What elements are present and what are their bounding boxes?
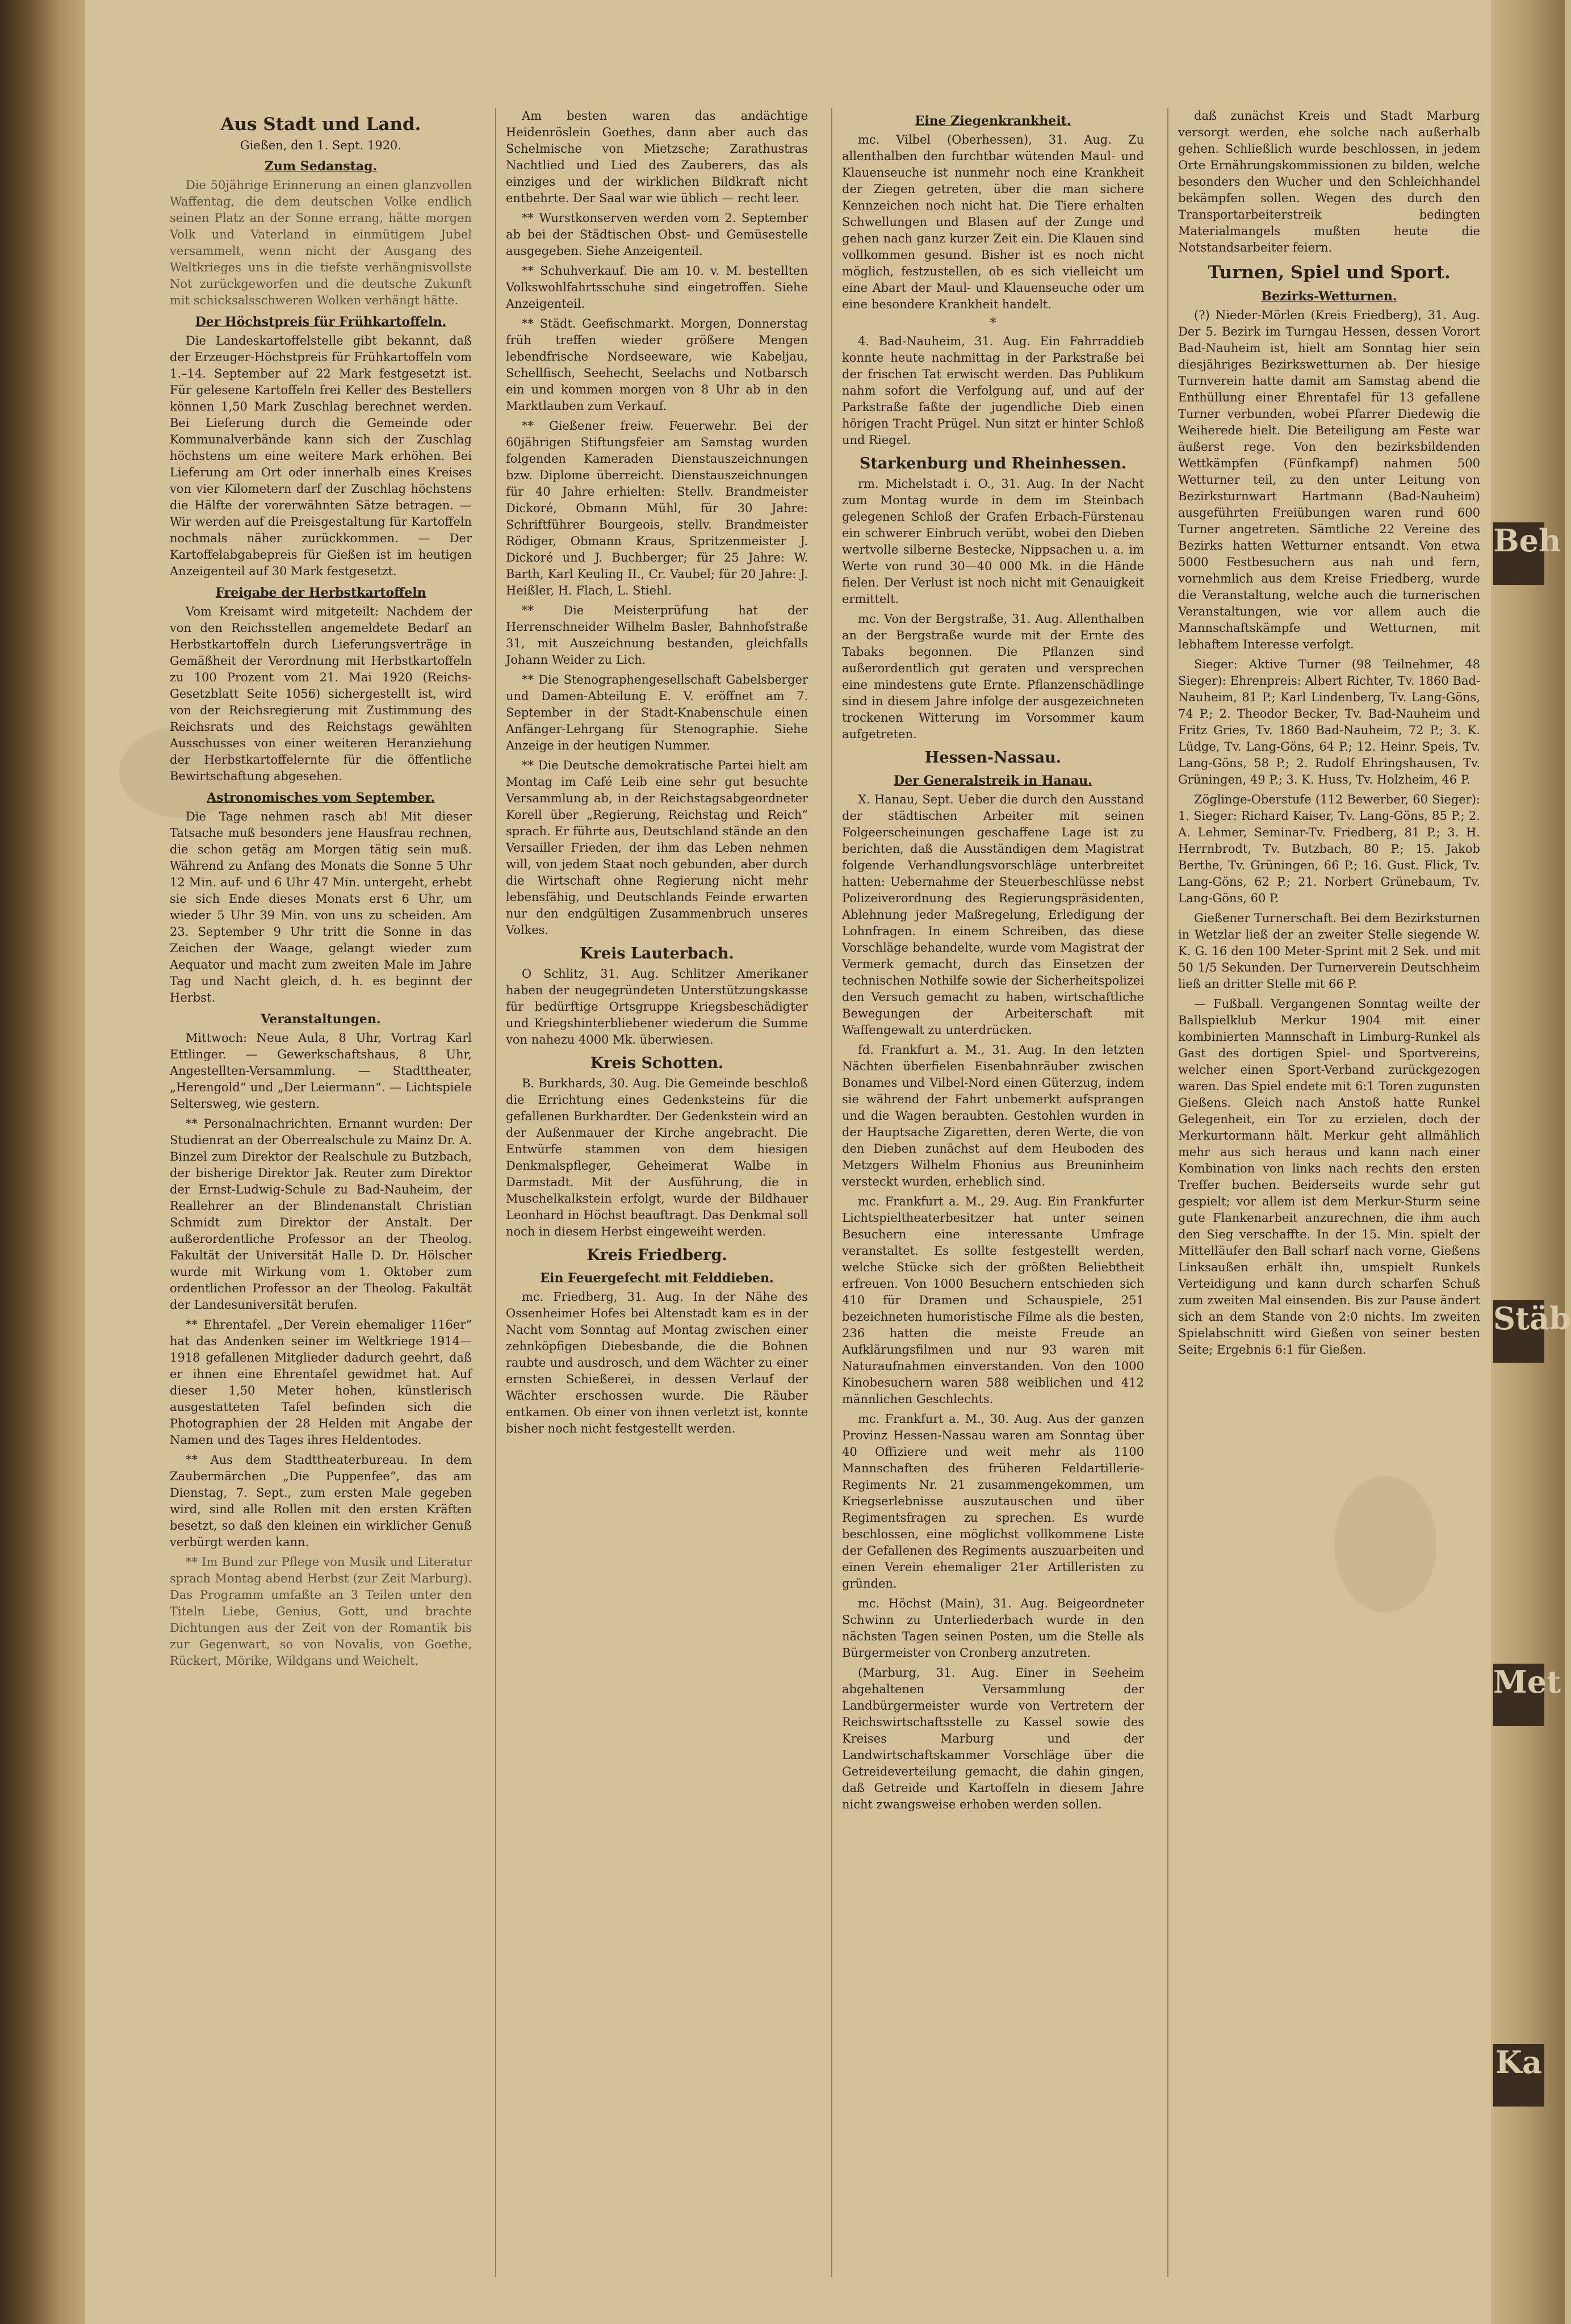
article-text: Am besten waren das andächtige Heidenröslein Goethes, dann aber auch das Schelmische von Mietzsche; Zarathustras Nachtlied und Lied des Zauberers, das als einziges und der wirklichen Bildkraft nicht entbehrte. Der Saal war wie üblich — recht leer. [506, 109, 808, 205]
article-text: ** Städt. Geefischmarkt. Morgen, Donnerstag früh treffen wieder größere Mengen lebendfrische Nordseeware, wie Kabeljau, Schellfisch, Seehecht, Seelachs und Notbarsch ein und kommen morgen von 8 Uhr ab in den Marktlauben zum Verkauf. [506, 317, 808, 413]
column-rule [1167, 108, 1168, 2277]
column-3 [834, 108, 1152, 2288]
article-text: Die 50jährige Erinnerung an einen glanzvollen Waffentag, die dem deutschen Volke endlich seinen Platz an der Sonne errang, hätte morgen Volk und Vaterland in einmütigem Jubel versammelt, wenn nicht der Ausgang des Weltkrieges uns in die tiefste verhängnisvollste Not zurückgeworfen und die deutsche Zukunft mit schicksalsschweren Wolken verhängt hätte. [170, 178, 472, 307]
article-text: — Fußball. Vergangenen Sonntag weilte der Ballspielklub Merkur 1904 mit einer kombinierten Mannschaft in Limburg-Runkel als Gast des dortigen Spiel- und Sportvereins, welcher einen Sport-Verband zurückgezogen waren. Das Spiel endete mit 6:1 Toren zugunsten Gießens. Gleich nach Anstoß hatte Runkel Gelegenheit, ein Tor zu erzielen, doch der Merkurtormann hält. Merkur geht allmählich mehr aus sich heraus und kann nach einer Kombination von links nach rechts den ersten Treffer buchen. Beiderseits wurde sehr gut gespielt; vor allem ist dem Merkur-Sturm seine gute Flankenarbeit anzurechnen, die ihm auch den Sieg verschaffte. In der 15. Min. spielt der Mittelläufer den Ball scharf nach vorne, Gießens Linksaußen erhält ihn, umspielt Runkels Verteidigung und kann durch scharfen Schuß zum zweiten Mal einsenden. Bis zur Pause ändert sich an dem Stande von 2:0 nichts. Im zweiten Spielabschnitt wird Gießen von seiner besten Seite; Ergebnis 6:1 für Gießen. [1178, 997, 1480, 1356]
article-text: mc. Frankfurt a. M., 29. Aug. Ein Frankfurter Lichtspieltheaterbesitzer hat unter seinen Besuchern eine interessante Umfrage veranstaltet. Es sollte festgestellt werden, welche Stücke sich der größten Beliebtheit erfreuen. Von 1000 Besuchern entschieden sich 410 für Dramen und Schauspiele, 251 bezeichneten humoristische Filme als die besten, 236 hatten die meiste Freude an Aufklärungsfilmen und nur 93 waren mit Naturaufnahmen einverstanden. Von den 1000 Kinobesuchern waren 588 weiblichen und 412 männlichen Geschlechts. [842, 1195, 1144, 1406]
article-text: fd. Frankfurt a. M., 31. Aug. In den letzten Nächten überfielen Eisenbahnräuber zwischen Bonames und Vilbel-Nord einen Güterzug, indem sie während der Fahrt unbemerkt aufsprangen und die Wagen beraubten. Gestohlen wurden in der Hauptsache Zigaretten, deren Werte, die von den Dieben zunächst auf dem Heuboden des Metzgers Wilhelm Fhonius aus Breuninheim versteckt wurden, erheblich sind. [842, 1043, 1144, 1188]
district-heading: Kreis Lauterbach. [580, 945, 734, 962]
article-text: ** Personalnachrichten. Ernannt wurden: Der Studienrat an der Oberrealschule zu Mainz Dr. A. Binzel zum Direktor der Realschule zu Butzbach, der bisherige Direktor Jak. Reuter zum Direktor der Ernst-Ludwig-Schule zu Bad-Nauheim, der Reallehrer an der Blindenanstalt Christian Schmidt zum Direktor der Anstalt. Der außerordentliche Professor an der Theolog. Fakultät der Universität Halle D. Dr. Hölscher wurde mit Wirkung vom 1. Oktober zum ordentlichen Professor an der Theolog. Fakultät der Landesuniversität berufen. [170, 1117, 472, 1312]
section-title: Turnen, Spiel und Sport. [1208, 262, 1451, 283]
region-heading: Starkenburg und Rheinhessen. [859, 455, 1127, 472]
column-2 [498, 108, 816, 2288]
article-text: Zöglinge-Oberstufe (112 Bewerber, 60 Sieger): 1. Sieger: Richard Kaiser, Tv. Lang-Göns, 85 P.; 2. A. Lehmer, Seminar-Tv. Friedberg, 81 P.; 3. H. Herrnbrodt, Tv. Butzbach, 80 P.; 15. Jakob Berthe, Tv. Grüningen, 66 P.; 16. Gust. Flick, Tv. Lang-Göns, 62 P.; 21. Norbert Grünebaum, Tv. Lang-Göns, 60 P. [1178, 793, 1480, 905]
article-heading: Bezirks-Wetturnen. [1261, 289, 1397, 304]
article-text: B. Burkhards, 30. Aug. Die Gemeinde beschloß die Errichtung eines Gedenksteins für die gefallenen Burkhardter. Der Gedenkstein wird an der Außenmauer der Kirche angebracht. Die Entwürfe stammen von dem hiesigen Denkmalspfleger, Geheimerat Walbe in Darmstadt. Mit der Ausführung, die in Muschelkalkstein erfolgt, wurde der Bildhauer Leonhard in Höchst beauftragt. Das Denkmal soll noch in diesem Herbst eingeweiht werden. [506, 1077, 808, 1238]
region-heading: Hessen-Nassau. [924, 749, 1062, 767]
article-text: mc. Frankfurt a. M., 30. Aug. Aus der ganzen Provinz Hessen-Nassau waren am Sonntag über 40 Offiziere und weit mehr als 1100 Mannschaften des früheren Feldartillerie-Regiments Nr. 21 zusammengekommen, um Kriegserlebnisse auszutauschen und über Regimentsfragen zu sprechen. Es wurde beschlossen, eine möglichst vollkommene Liste der Gefallenen des Regiments auszuarbeiten und einen Verein ehemaliger 21er Artilleristen zu gründen. [842, 1412, 1144, 1590]
article-text: Vom Kreisamt wird mitgeteilt: Nachdem der von den Reichsstellen angemeldete Bedarf an Herbstkartoffeln durch Lieferungsverträge in Gemäßheit der Verordnung mit Herbstkartoffeln zu 100 Prozent vom 21. Mai 1920 (Reichs-Gesetzblatt Seite 1056) sichergestellt ist, wird von der Reichsregierung mit Zustimmung des Reichsrats und des Reichstags gewählten Ausschusses von einer weiteren Heranziehung der Herbstkartoffelernte für die öffentliche Bewirtschaftung abgesehen. [170, 605, 472, 783]
article-text: mc. Höchst (Main), 31. Aug. Beigeordneter Schwinn zu Unterliederbach wurde in den nächsten Tagen seinen Posten, um die Stelle als Bürgermeister von Cronberg anzutreten. [842, 1597, 1144, 1660]
article-text: ** Die Meisterprüfung hat der Herrenschneider Wilhelm Basler, Bahnhofstraße 31, mit Auszeichnung bestanden, gleichfalls Johann Weider zu Lich. [506, 604, 808, 667]
article-heading: Eine Ziegenkrankheit. [915, 114, 1071, 128]
article-text: ** Im Bund zur Pflege von Musik und Literatur sprach Montag abend Herbst (zur Zeit Marburg). Das Programm umfaßte an 3 Teilen unter den Titeln Liebe, Genius, Gott, und brachte Dichtungen aus der Zeit von der Romantik bis zur Gegenwart, so von Novalis, von Goethe, Rückert, Mörike, Wildgans und Weichelt. [170, 1555, 472, 1668]
article-text: Die Tage nehmen rasch ab! Mit dieser Tatsache muß besonders jene Hausfrau rechnen, die schon getäg am Morgen tätig sein muß. Während zu Anfang des Monats die Sonne 5 Uhr 12 Min. auf- und 6 Uhr 47 Min. untergeht, erhebt sie sich Ende dieses Monats erst 6 Uhr, um wieder 5 Uhr 39 Min. von uns zu scheiden. Am 23. September 9 Uhr tritt die Sonne in das Zeichen der Waage, gelangt wieder zum Aequator und macht zum zweiten Male im Jahre Tag und Nacht gleich, d. h. es beginnt der Herbst. [170, 810, 472, 1004]
article-text: X. Hanau, Sept. Ueber die durch den Ausstand der städtischen Arbeiter mit seinen Folgeerscheinungen geschaffene Lage ist zu berichten, daß die Ausständigen dem Magistrat folgende Verhandlungsvorschläge unterbreitet hatten: Uebernahme der Steuerbeschlüsse nebst Polizeiverordnung des Regierungspräsidenten, Ablehnung jeder Maßregelung, Erledigung der Lohnfragen. In einem Schreiben, das diese Vorschläge behandelte, wurde vom Magistrat der Vermerk gemacht, durch das Einsetzen der technischen Nothilfe sowie der Sicherheitspolizei den Versuch gemacht zu haben, wirtschaftliche Bewegungen der Arbeiterschaft mit Waffengewalt zu unterdrücken. [842, 793, 1144, 1037]
article-text: ** Wurstkonserven werden vom 2. September ab bei der Städtischen Obst- und Gemüsestelle ausgegeben. Siehe Anzeigenteil. [506, 211, 808, 258]
article-text: ** Die Deutsche demokratische Partei hielt am Montag im Café Leib eine sehr gut besuchte Versammlung ab, in der Reichstagsabgeordneter Korell über „Regierung, Reichstag und Reich“ sprach. Er führte aus, Deutschland stände an den Versailler Frieden, der ihm das Leben nehmen will, von jedem Staat noch gebunden, aber durch die Wirtschaft ohne Regierung nicht mehr lebensfähig, und Deutschlands Feinde erwarten nur den endgültigen Zusammenbruch unseres Volkes. [506, 759, 808, 937]
district-heading: Kreis Friedberg. [586, 1246, 727, 1264]
newspaper-page [85, 0, 1571, 2324]
section-title: Aus Stadt und Land. [220, 114, 421, 135]
dateline: Gießen, den 1. Sept. 1920. [240, 139, 402, 152]
article-text: Sieger: Aktive Turner (98 Teilnehmer, 48 Sieger): Ehrenpreis: Albert Richter, Tv. 1860 Bad-Nauheim, 81 P.; Karl Lindenberg, Tv. Lang-Göns, 74 P.; 2. Theodor Becker, Tv. Bad-Nauheim und Fritz Gries, Tv. 1860 Bad-Nauheim, 72 P.; 3. K. Lüdge, Tv. Lang-Göns, 64 P.; 12. Heinr. Speis, Tv. Lang-Göns, 58 P.; 2. Rudolf Ehringshausen, Tv. Grüningen, 49 P.; 3. K. Huss, Tv. Holzheim, 46 P. [1178, 658, 1480, 786]
adjacent-page-heading: Beh [1493, 522, 1544, 585]
article-heading: Astronomisches vom September. [207, 790, 435, 805]
adjacent-page-heading: Ka [1493, 2044, 1544, 2107]
separator-star: * [990, 316, 996, 330]
article-text: ** Gießener freiw. Feuerwehr. Bei der 60jährigen Stiftungsfeier am Samstag wurden folgenden Kameraden Dienstauszeichnungen bzw. Diplome überreicht. Dienstauszeichnungen für 40 Jahre erhielten: Stellv. Brandmeister Dickoré, Obmann Mühl, für 30 Jahre: Schriftführer Bourgeois, stellv. Brandmeister Rödiger, Obmann Kraus, Spritzenmeister J. Dickoré und J. Buchberger; für 25 Jahre: W. Barth, Karl Keuling II., Cr. Vaubel; für 20 Jahre: J. Heißler, H. Flach, L. Stiehl. [506, 419, 808, 597]
article-heading: Der Generalstreik in Hanau. [894, 773, 1092, 788]
article-text: Die Landeskartoffelstelle gibt bekannt, daß der Erzeuger-Höchstpreis für Frühkartoffeln vom 1.–14. September auf 22 Mark festgesetzt ist. Für gelesene Kartoffeln frei Keller des Bestellers können 1,50 Mark Zuschlag berechnet werden. Bei Lieferung durch die Gemeinde oder Kommunalverbände kann sich der Zuschlag höchstens um eine weitere Mark erhöhen. Bei Lieferung am Ort oder innerhalb eines Kreises von vier Kilometern darf der Zuschlag höchstens die Hälfte der vorerwähnten Sätze betragen. — Wir werden auf die Preisgestaltung für Kartoffeln nochmals näher zurückkommen. — Der Kartoffelabgabepreis für Gießen ist im heutigen Anzeigenteil auf 30 Mark festgesetzt. [170, 334, 472, 578]
article-text: mc. Vilbel (Oberhessen), 31. Aug. Zu allenthalben den furchtbar wütenden Maul- und Klauenseuche ist nunmehr noch eine Krankheit der Ziegen getreten, über die man sichere Kennzeichen noch nicht hat. Die Tiere erhalten Schwellungen und Blasen auf der Zunge und gehen nach ganz kurzer Zeit ein. Die Klauen sind vollkommen gesund. Bisher ist es noch nicht möglich, festzustellen, ob es sich vielleicht um eine Abart der Maul- und Klauenseuche oder um eine besondere Krankheit handelt. [842, 133, 1144, 311]
article-heading: Ein Feuergefecht mit Felddieben. [540, 1271, 774, 1285]
article-text: Mittwoch: Neue Aula, 8 Uhr, Vortrag Karl Ettlinger. — Gewerkschaftshaus, 8 Uhr, Angestellten-Versammlung. — Stadttheater, „Herengold“ und „Der Leiermann“. — Lichtspiele Seltersweg, wie gestern. [170, 1031, 472, 1111]
district-heading: Kreis Schotten. [590, 1054, 724, 1072]
adjacent-page-heading: Stäb [1493, 1300, 1544, 1363]
article-text: ** Aus dem Stadttheaterbureau. In dem Zaubermärchen „Die Puppenfee“, das am Dienstag, 7. Sept., zum ersten Male gegeben wird, sind alle Rollen mit den ersten Kräften besetzt, so daß den kleinen ein wirklicher Genuß verbürgt werden kann. [170, 1453, 472, 1549]
column-4 [1170, 108, 1488, 2288]
column-1 [162, 108, 480, 2288]
article-text: O Schlitz, 31. Aug. Schlitzer Amerikaner haben der neugegründeten Unterstützungskasse für bedürftige Ortsgruppe Kriegsbeschädigter und Kriegshinterbliebener wiederum die Summe von nahezu 4000 Mk. überwiesen. [506, 967, 808, 1046]
article-text: daß zunächst Kreis und Stadt Marburg versorgt werden, ehe solche nach außerhalb gehen. Schließlich wurde beschlossen, in jedem Orte Ernährungskommissionen zu bilden, welche besonders den Wucher und den Schleichhandel bekämpfen sollen. Wegen des durch den Transportarbeiterstreik bedingten Materialmangels mußten heute die Notstandsarbeiter feiern. [1178, 109, 1480, 254]
article-text: Gießener Turnerschaft. Bei dem Bezirksturnen in Wetzlar ließ der an zweiter Stelle siegende W. K. G. 16 den 100 Meter-Sprint mit 2 Sek. und mit 50 1/5 Sekunden. Der Turnerverein Deutschheim ließ an dritter Stelle mit 66 P. [1178, 911, 1480, 991]
adjacent-page-fragment [1497, 591, 1542, 1272]
article-heading: Zum Sedanstag. [264, 159, 378, 174]
column-rule [831, 108, 832, 2277]
article-text: ** Ehrentafel. „Der Verein ehemaliger 116er“ hat das Andenken seiner im Weltkriege 1914—1918 gefallenen Mitglieder dadurch geehrt, daß er ihnen eine Ehrentafel gewidmet hat. Auf dieser 1,50 Meter hohen, künstlerisch ausgestatteten Tafel befinden sich die Photographien der 28 Helden mit Angabe der Namen und des Tages ihres Heldentodes. [170, 1318, 472, 1447]
article-text: (Marburg, 31. Aug. Einer in Seeheim abgehaltenen Versammlung der Landbürgermeister wurde von Vertretern der Reichswirtschaftsstelle zu Kassel sowie des Kreises Marburg und der Landwirtschaftskammer Vorschläge über die Getreideverteilung gemacht, die dahin gingen, daß Getreide und Kartoffeln in diesem Jahre nicht zwangsweise erhoben werden sollen. [842, 1666, 1144, 1811]
article-text: mc. Von der Bergstraße, 31. Aug. Allenthalben an der Bergstraße wurde mit der Ernte des Tabaks begonnen. Die Pflanzen sind außerordentlich gut geraten und versprechen eine mindestens gute Ernte. Pflanzenschädlinge sind in diesem Jahre infolge der ausgezeichneten trockenen Witterung im Vorsommer kaum aufgetreten. [842, 612, 1144, 741]
article-heading: Der Höchstpreis für Frühkartoffeln. [195, 315, 447, 329]
scan-binding-edge [0, 0, 85, 2324]
article-heading: Freigabe der Herbstkartoffeln [215, 585, 426, 600]
article-text: ** Die Stenographengesellschaft Gabelsberger und Damen-Abteilung E. V. eröffnet am 7. September in der Stadt-Knabenschule einen Anfänger-Lehrgang für Stenographie. Siehe Anzeige in der heutigen Nummer. [506, 673, 808, 752]
adjacent-page-heading: Met [1493, 1664, 1544, 1726]
column-rule [495, 108, 496, 2277]
article-text: (?) Nieder-Mörlen (Kreis Friedberg), 31. Aug. Der 5. Bezirk im Turngau Hessen, dessen Vorort Bad-Nauheim ist, hielt am Sonntag hier sein diesjähriges Bezirkswetturnen ab. Der hiesige Turnverein hatte damit am Samstag abend die Enthüllung einer Ehrentafel für 13 gefallene Turner verbunden, wobei Pfarrer Diedewig die Weiherede hielt. Die Beteiligung am Feste war äußerst rege. Von den bezirksbildenden Wettkämpfen (Fünfkampf) nahmen 500 Wetturner teil, zu den unter Leitung von Bezirksturnwart Hartmann (Bad-Nauheim) ausgeführten Freiübungen waren rund 600 Turner angetreten. Sämtliche 22 Vereine des Bezirks hatten Wetturner entsandt. Von etwa 5000 Festbesuchern aus nah und fern, vornehmlich aus dem Kreise Friedberg, wurde die Veranstaltung, welche auch die turnerischen Veranstaltungen, wie vor allem auch die Mannschaftskämpfe und Wetturnen, mit lebhaftem Interesse verfolgt. [1178, 308, 1480, 651]
article-text: rm. Michelstadt i. O., 31. Aug. In der Nacht zum Montag wurde in dem im Steinbach gelegenen Schloß der Grafen Erbach-Fürstenau ein schwerer Einbruch verübt, wobei den Dieben wertvolle silberne Bestecke, Nippsachen u. a. im Werte von rund 30—40 000 Mk. in die Hände fielen. Der Verlust ist noch nicht mit Genauigkeit ermittelt. [842, 477, 1144, 606]
article-text: ** Schuhverkauf. Die am 10. v. M. bestellten Volkswohlfahrtsschuhe sind eingetroffen. Siehe Anzeigenteil. [506, 264, 808, 311]
article-text: mc. Friedberg, 31. Aug. In der Nähe des Ossenheimer Hofes bei Altenstadt kam es in der Nacht vom Sonntag auf Montag zwischen einer zehnköpfigen Diebesbande, die die Bohnen raubte und ausdrosch, und dem Wächter zu einer ernsten Schießerei, in dessen Verlauf der Wächter erschossen wurde. Die Räuber entkamen. Ob einer von ihnen verletzt ist, konnte bisher noch nicht festgestellt werden. [506, 1290, 808, 1435]
article-heading: Veranstaltungen. [261, 1012, 381, 1027]
article-text: 4. Bad-Nauheim, 31. Aug. Ein Fahrraddieb konnte heute nachmittag in der Parkstraße bei der frischen Tat erwischt werden. Das Publikum nahm sofort die Verfolgung auf, und auf der Parkstraße faßte der jugendliche Dieb einen hörigen Tracht Prügel. Nun sitzt er hinter Schloß und Riegel. [842, 334, 1144, 447]
